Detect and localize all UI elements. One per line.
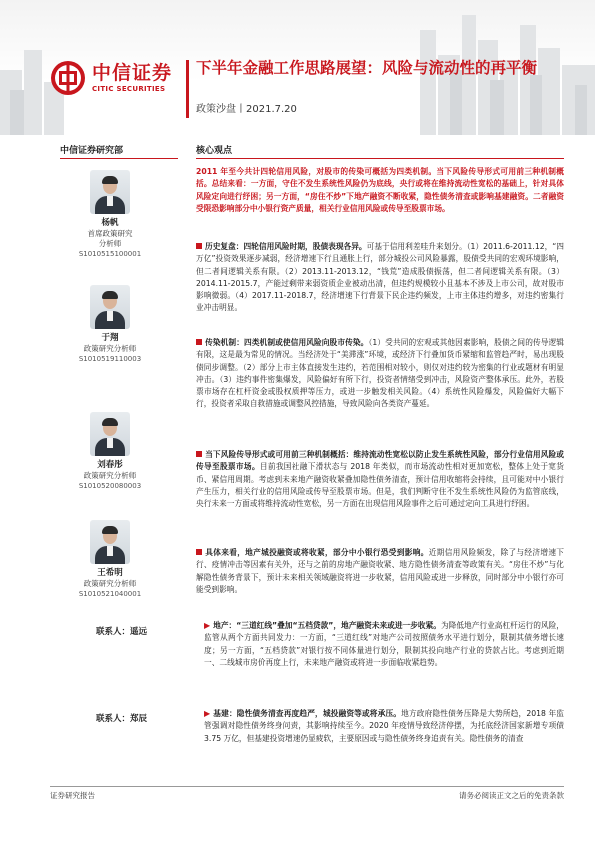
analyst-license-id: S1010519110003 <box>78 355 142 363</box>
point-current <box>196 449 564 510</box>
subpoint-property-heading: 地产：“三道红线”叠加“五档贷款”，地产融资未来或进一步收紧。 <box>213 621 441 630</box>
point-history-text: 可基于信用利差哇升来划分。（1）2011.6-2011.12，“四万亿”投资效果逐步减弱，经济增速下行且通胀上行，部分城投公司风险暴露，股债受共同的宏观环境影响，但二者间逻辑关系有限。（2）2013.11-2013.12，“钱荒”造成股债振荡，但二者间逻辑关系有限。（3）2014.11-2015.7，产能过剩带来弱资质企业被动出清，但违约规模较小且基本不涉及上市公司，故对股市影响微弱。（4）2017.11-2018.7，经济增速下行背景下民企违约频发，上市主体违约增多，对违约密集行业冲击明显。 <box>196 242 564 313</box>
brand-name-en: CITIC SECURITIES <box>92 85 166 93</box>
analyst-role: 政策研究分析师 <box>83 579 137 588</box>
point-mechanism-heading: 传染机制：四类机制或使信用风险向股市传染。 <box>205 338 369 347</box>
subpoint-property-text: 为降低地产行业高杠杆运行的风险，监管从两个方面共同发力：一方面，“三道红线”对地产公司按照债务水平进行划分，限制其债务增长速度；另一方面，“五档贷款”对银行按不同体量进行划分，限制其投向地产行业的贷款占比。考虑到近期一、二线城市房价再度上行，未来地产融资或将进一步面临收紧趋势。 <box>204 621 564 667</box>
bullet-square-icon <box>196 243 202 249</box>
analyst-license-id: S1010520080003 <box>78 482 142 490</box>
point-mechanism-text: （1）受共同的宏观或其他因素影响，股债之间的传导逻辑有限，这是最为常见的情况。当经济处于“美滞涨”环境，或经济下行叠加货币紧缩和监管趋严时，易出现股债同步调整。（2）部分上市主体直接发生违约，若范围相对较小，则仅对违约较为密集的行业或题材有明显冲击。（3）违约事件密集爆发，风险偏好有所下行，投资者情绪受到冲击，风险资产整体承压。此外，若股票市场存在杠杆资金或股权质押等压力，或进一步触发相关风险。（4）系统性风险爆发，风险偏好大幅下行，投资者采取自救措施或调整风控措施，导致风险向各类资产蔓延。 <box>196 338 564 409</box>
point-mechanism <box>196 337 564 411</box>
triangle-bullet-icon: ▶ <box>204 621 211 630</box>
contact-person: 联系人：遥远 <box>96 627 148 637</box>
point-specific <box>196 547 564 596</box>
core-summary: 2011 年至今共计四轮信用风险，对股市的传染可概括为四类机制。当下风险传导形式可用前三种机制概括。总结来看：一方面，守住不发生系统性风险仍为底线，央行或将在维持流动性宽松的基础上，针对具体风险定向进行纾困；另一方面，“房住不炒”下地产融资不断收紧，隐性债务清查或影响基建融资。二者融资受限恐影响部分中小银行资产质量，相关行业信用风险或传导至股票市场。 <box>196 167 564 213</box>
report-subtitle: 政策沙盘丨2021.7.20 <box>196 104 297 115</box>
footer-disclaimer: 请务必阅读正文之后的免责条款 <box>459 791 564 800</box>
contact-person: 联系人：郑辰 <box>96 714 148 724</box>
title-accent-bar <box>186 60 189 118</box>
avatar <box>90 285 130 329</box>
subpoint-infrastructure-heading: 基建：隐性债务清查再度趋严，城投融资等或将承压。 <box>213 709 402 718</box>
analyst-card <box>60 412 160 491</box>
analyst-name: 于翔 <box>101 333 119 343</box>
analyst-card <box>60 285 160 364</box>
analyst-role: 首席政策研究 <box>87 229 133 238</box>
analyst-license-id: S1010515100001 <box>78 250 142 258</box>
analyst-name: 杨帆 <box>101 218 119 228</box>
analyst-name: 刘春彤 <box>97 460 123 470</box>
point-history-heading: 历史复盘：四轮信用风险时期，股债表现各异。 <box>205 242 367 251</box>
bullet-square-icon <box>196 549 202 555</box>
triangle-bullet-icon: ▶ <box>204 709 211 718</box>
left-section-title: 中信证券研究部 <box>60 146 124 156</box>
footer-divider <box>50 786 564 787</box>
point-specific-text: 近期信用风险频发，除了与经济增速下行、疫情冲击等因素有关外，还与之前的房地产融资收紧、地方隐性债务清查等政策有关。“房住不炒”与化解隐性债务背景下，预计未来相关领域融资将进一步收紧，信用风险或进一步释放，同时部分中小银行亦可能受到影响。 <box>196 548 564 594</box>
bullet-square-icon <box>196 339 202 345</box>
header-banner <box>0 0 595 135</box>
analyst-name: 王希明 <box>97 568 123 578</box>
point-current-heading: 当下风险传导形式或可用前三种机制概括：维持流动性宽松以防止发生系统性风险，部分行业信用风险或传导至股票市场。 <box>196 450 564 472</box>
brand-name-cn: 中信证券 <box>92 62 173 84</box>
footer-report-type: 证券研究报告 <box>50 791 95 800</box>
subpoint-infrastructure <box>204 708 564 745</box>
point-current-text: 目前我国社融下滑状态与 2018 年类似，而市场流动性相对更加宽松，整体上处于宽货币、紧信用周期。考虑到未来地产融资收紧叠加隐性债务清查，预计信用收缩将会持续，且可能对中小银行产生压力，相关行业的信用风险或传导至股票市场。但是，我们判断守住不发生系统性风险仍为监管底线，央行未来一方面或将维持流动性宽松，另一方面在出现信用风险事件之后可通过定向工具进行纾困。 <box>196 462 564 509</box>
subpoint-infrastructure-text: 地方政府隐性债务压降是大势所趋，2018 年监管强调对隐性债务终身问责，其影响持续至今。2020 年疫情导致经济停摆，为托底经济国家新增专项债 3.75 万亿，但基建投资增速仍显疲软，主要原因或与隐性债务终身追责有关。隐性债务的清查 <box>204 709 564 743</box>
citic-logo <box>50 60 172 96</box>
citic-logo-icon <box>50 60 86 96</box>
right-section-title: 核心观点 <box>196 146 233 156</box>
right-section-divider <box>196 158 564 159</box>
point-history <box>196 241 564 315</box>
left-section-divider <box>60 158 178 159</box>
analyst-role: 分析师 <box>98 239 122 248</box>
bullet-square-icon <box>196 451 202 457</box>
point-specific-heading: 具体来看，地产城投融资或将收紧，部分中小银行恐受到影响。 <box>205 548 429 557</box>
report-title: 下半年金融工作思路展望：风险与流动性的再平衡 <box>196 59 538 77</box>
avatar <box>90 412 130 456</box>
analyst-role: 政策研究分析师 <box>83 471 137 480</box>
subpoint-property <box>204 620 564 669</box>
analyst-card <box>60 520 160 599</box>
avatar <box>90 520 130 564</box>
analyst-role: 政策研究分析师 <box>83 344 137 353</box>
avatar <box>90 170 130 214</box>
analyst-license-id: S1010521040001 <box>78 590 142 598</box>
analyst-card <box>60 170 160 259</box>
